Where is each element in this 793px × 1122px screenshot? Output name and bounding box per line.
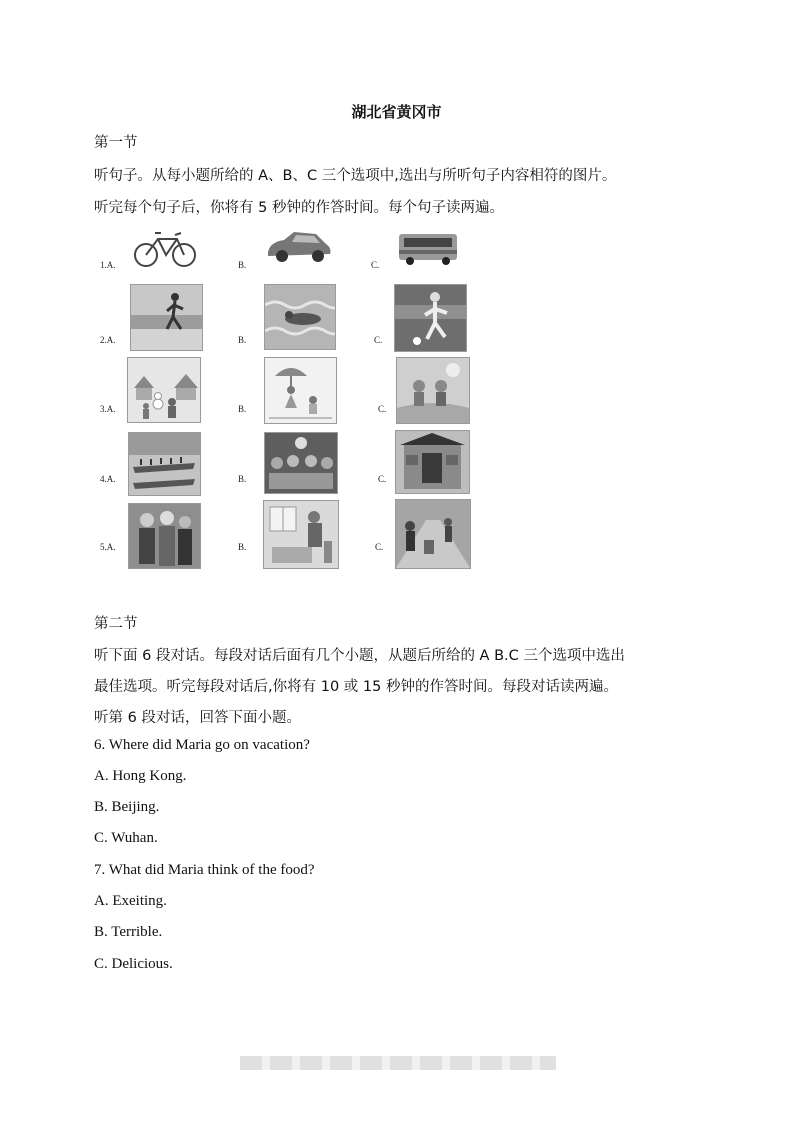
section2-heading: 第二节	[94, 616, 138, 632]
q2-option-c-label: C.	[374, 335, 383, 345]
dragon-boat-picture	[128, 432, 201, 496]
question-7-option-b: B. Terrible.	[94, 924, 163, 940]
q3-option-c-label: C.	[378, 404, 387, 414]
q5-option-c-label: C.	[375, 542, 384, 552]
question-6-option-c: C. Wuhan.	[94, 830, 158, 846]
q5-option-b-label: B.	[238, 542, 247, 552]
q1-option-b-label: B.	[238, 260, 247, 270]
street-cleaning-picture	[395, 499, 471, 569]
traditional-gate-picture	[395, 430, 470, 494]
bicycle-picture	[133, 225, 197, 269]
q2-option-a-label: 2.A.	[100, 335, 116, 345]
room-cleaning-picture	[263, 500, 339, 569]
sunny-scene-picture	[396, 357, 470, 424]
q1-option-c-label: C.	[371, 260, 380, 270]
bus-picture	[396, 226, 460, 268]
section2-instruction-3: 听第 6 段对话，回答下面小题。	[94, 710, 301, 726]
q4-option-c-label: C.	[378, 474, 387, 484]
question-7-stem: 7. What did Maria think of the food?	[94, 862, 315, 878]
section2-instruction-2: 最佳选项。听完每段对话后,你将有 10 或 15 秒钟的作答时间。每段对话读两遍。	[94, 679, 618, 695]
page-title: 湖北省黄冈市	[351, 103, 442, 121]
question-6-option-b: B. Beijing.	[94, 799, 160, 815]
volunteers-picture	[128, 503, 201, 569]
swimming-picture	[264, 284, 336, 350]
question-6-option-a: A. Hong Kong.	[94, 768, 187, 784]
section1-instruction-2: 听完每个句子后，你将有 5 秒钟的作答时间。每个句子读两遍。	[94, 200, 504, 216]
q3-option-b-label: B.	[238, 404, 247, 414]
car-picture	[264, 226, 334, 266]
q5-option-a-label: 5.A.	[100, 542, 116, 552]
rainy-scene-picture	[264, 357, 337, 424]
q4-option-b-label: B.	[238, 474, 247, 484]
question-7-option-c: C. Delicious.	[94, 956, 173, 972]
q3-option-a-label: 3.A.	[100, 404, 116, 414]
section1-heading: 第一节	[94, 135, 138, 151]
q1-option-a-label: 1.A.	[100, 260, 116, 270]
section1-instruction-1: 听句子。从每小题所给的 A、B、C 三个选项中,选出与所听句子内容相符的图片。	[94, 168, 617, 184]
question-7-option-a: A. Exeiting.	[94, 893, 167, 909]
snowy-scene-picture	[127, 357, 201, 423]
soccer-picture	[394, 284, 467, 352]
family-dinner-picture	[264, 432, 338, 494]
q2-option-b-label: B.	[238, 335, 247, 345]
running-picture	[130, 284, 203, 351]
q4-option-a-label: 4.A.	[100, 474, 116, 484]
blurred-footer-watermark	[240, 1056, 556, 1070]
section2-instruction-1: 听下面 6 段对话。每段对话后面有几个小题，从题后所给的 A B.C 三个选项中选出	[94, 648, 625, 664]
question-6-stem: 6. Where did Maria go on vacation?	[94, 737, 310, 753]
